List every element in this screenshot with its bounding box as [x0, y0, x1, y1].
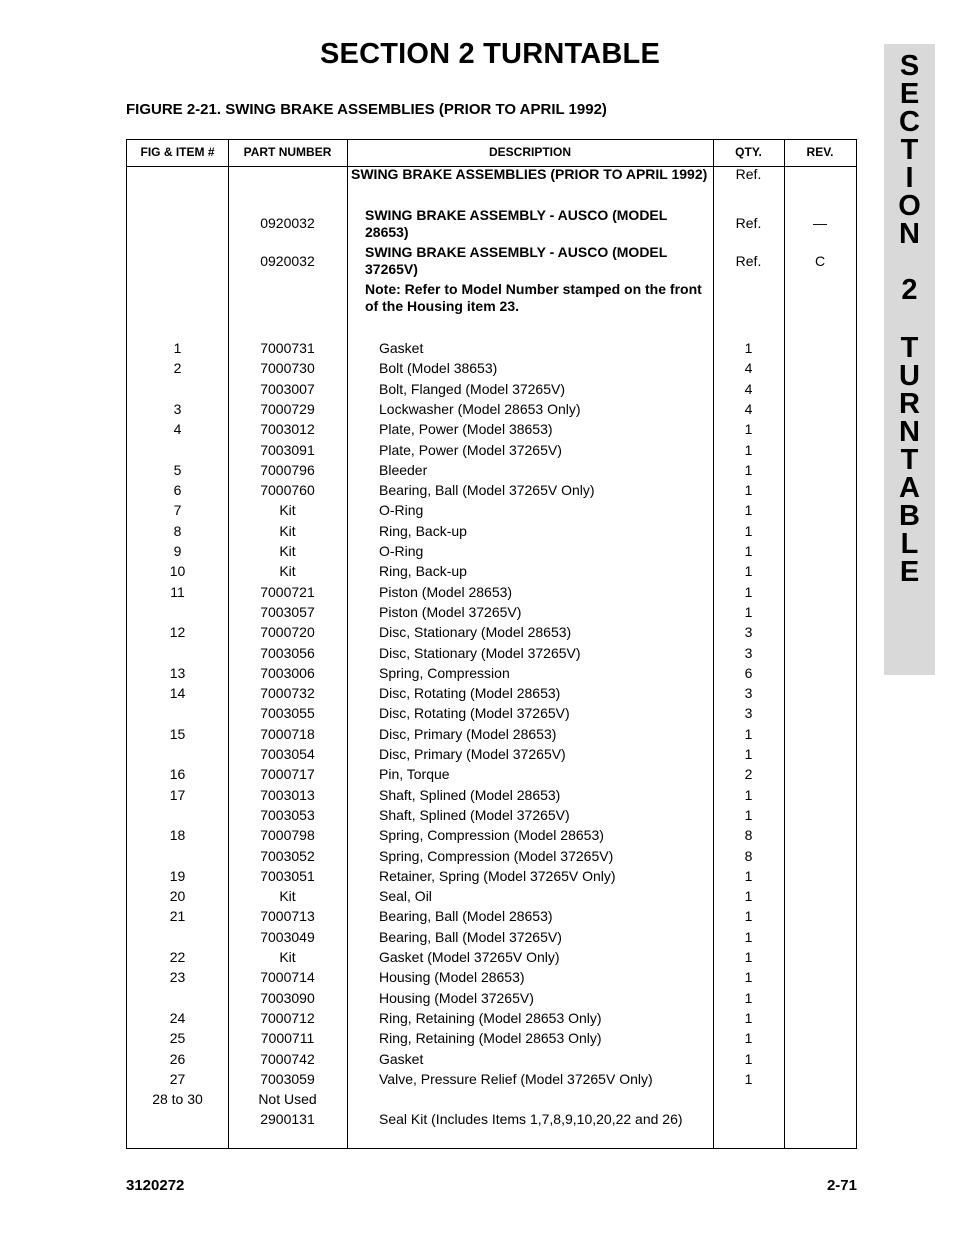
row-description: Valve, Pressure Relief (Model 37265V Only): [379, 1071, 653, 1087]
row-qty: 1: [744, 949, 753, 965]
row-fig-item: 11: [170, 584, 185, 600]
assembly-rev: —: [813, 215, 827, 231]
row-qty: 1: [744, 1010, 753, 1026]
row-fig-item: 17: [169, 787, 186, 803]
side-tab-letter: T: [900, 332, 919, 364]
row-part-number: 7000711: [260, 1030, 315, 1046]
row-description: Bearing, Ball (Model 37265V): [379, 929, 562, 945]
row-qty: 4: [744, 360, 753, 376]
row-qty: 4: [744, 401, 753, 417]
row-description: Plate, Power (Model 37265V): [379, 442, 562, 458]
row-description: Ring, Back-up: [379, 563, 467, 579]
row-description: Bearing, Ball (Model 37265V Only): [379, 482, 595, 498]
row-qty: 2: [744, 766, 753, 782]
row-qty: 1: [744, 462, 753, 478]
row-description: Pin, Torque: [379, 766, 450, 782]
row-part-number: 7000713: [260, 908, 315, 924]
row-qty: 1: [744, 969, 753, 985]
assemblies-title: SWING BRAKE ASSEMBLIES (PRIOR TO APRIL 1992): [351, 166, 708, 182]
row-description: Bolt, Flanged (Model 37265V): [379, 381, 565, 397]
row-qty: 1: [744, 442, 753, 458]
row-part-number: 7003051: [260, 868, 315, 884]
header-qty: QTY.: [735, 145, 762, 159]
row-description: Seal, Oil: [379, 888, 432, 904]
row-qty: 3: [744, 685, 753, 701]
side-tab-letter: N: [899, 218, 920, 250]
footer-page-number: 2-71: [826, 1177, 857, 1194]
row-description: Disc, Primary (Model 37265V): [379, 746, 566, 762]
row-part-number: 7003059: [260, 1071, 315, 1087]
row-description: Ring, Retaining (Model 28653 Only): [379, 1030, 602, 1046]
row-qty: 8: [744, 827, 753, 843]
row-qty: 1: [744, 523, 753, 539]
row-qty: 1: [744, 1030, 753, 1046]
row-description: Ring, Back-up: [379, 523, 467, 539]
assembly-qty: Ref.: [735, 215, 762, 231]
row-description: Spring, Compression: [379, 665, 510, 681]
side-tab-letter: S: [899, 50, 920, 82]
row-qty: 3: [744, 624, 753, 640]
row-part-number: 7003053: [260, 807, 315, 823]
side-tab-letter: E: [899, 556, 920, 588]
row-fig-item: 18: [169, 827, 186, 843]
row-fig-item: 2: [173, 360, 182, 376]
row-fig-item: 3: [173, 401, 182, 417]
row-qty: 1: [744, 908, 753, 924]
header-description: DESCRIPTION: [488, 145, 571, 159]
row-fig-item: 13: [169, 665, 186, 681]
row-description: Disc, Rotating (Model 28653): [379, 685, 561, 701]
assembly-note: Note: Refer to Model Number stamped on the front of the Housing item 23.: [365, 281, 702, 314]
row-fig-item: 26: [169, 1051, 186, 1067]
row-description: Seal Kit (Includes Items 1,7,8,9,10,20,22 and 26): [379, 1111, 683, 1127]
row-description: Disc, Stationary (Model 28653): [379, 624, 572, 640]
header-fig-item: FIG & ITEM #: [140, 145, 215, 159]
row-qty: 1: [744, 807, 753, 823]
side-tab-letter: E: [899, 78, 920, 110]
row-fig-item: 9: [173, 543, 182, 559]
row-part-number: 7000720: [260, 624, 315, 640]
row-part-number: 7000729: [260, 401, 315, 417]
row-part-number: Kit: [279, 543, 296, 559]
row-fig-item: 15: [169, 726, 186, 742]
row-part-number: 7003090: [260, 990, 315, 1006]
assemblies-title-qty: Ref.: [735, 166, 762, 182]
row-part-number: 7000731: [260, 340, 315, 356]
assembly-part-number: 0920032: [260, 215, 315, 231]
row-fig-item: 7: [173, 502, 182, 518]
row-part-number: 7003052: [260, 848, 315, 864]
row-qty: 6: [744, 665, 753, 681]
footer-document-number: 3120272: [126, 1177, 185, 1194]
assembly-description: SWING BRAKE ASSEMBLY - AUSCO (MODEL 37265V): [365, 244, 668, 277]
row-description: Piston (Model 28653): [379, 584, 513, 600]
row-qty: 1: [744, 888, 753, 904]
column-divider: [784, 140, 785, 1148]
side-tab-letter: B: [899, 500, 920, 532]
row-qty: 1: [744, 1051, 753, 1067]
row-fig-item: 23: [169, 969, 186, 985]
row-fig-item: 16: [169, 766, 186, 782]
row-part-number: 7003007: [260, 381, 315, 397]
row-qty: 1: [744, 563, 753, 579]
row-fig-item: 22: [169, 949, 186, 965]
side-tab-letter: T: [900, 134, 919, 166]
row-part-number: 7000732: [260, 685, 315, 701]
assembly-qty: Ref.: [735, 253, 762, 269]
row-description: Lockwasher (Model 28653 Only): [379, 401, 581, 417]
row-qty: 1: [744, 421, 753, 437]
row-part-number: 7000712: [260, 1010, 315, 1026]
row-fig-item: 8: [173, 523, 182, 539]
row-qty: 1: [744, 543, 753, 559]
assembly-part-number: 0920032: [260, 253, 315, 269]
row-fig-item: 24: [169, 1010, 186, 1026]
row-qty: 1: [744, 340, 753, 356]
row-description: Gasket: [379, 340, 424, 356]
side-tab-letter: O: [898, 190, 921, 222]
row-qty: 1: [744, 929, 753, 945]
row-description: O-Ring: [379, 543, 424, 559]
row-qty: 1: [744, 868, 753, 884]
side-tab-letter: R: [899, 388, 920, 420]
section-side-tab: [884, 44, 935, 675]
row-description: Housing (Model 37265V): [379, 990, 534, 1006]
row-description: Bolt (Model 38653): [379, 360, 498, 376]
row-fig-item: 21: [169, 908, 186, 924]
row-description: Disc, Stationary (Model 37265V): [379, 645, 581, 661]
row-fig-item: 1: [173, 340, 182, 356]
row-qty: 1: [744, 787, 753, 803]
row-part-number: 7003057: [260, 604, 315, 620]
assembly-rev: C: [814, 253, 826, 269]
row-qty: 1: [744, 604, 753, 620]
row-part-number: 7000760: [260, 482, 315, 498]
row-part-number: 7000714: [260, 969, 315, 985]
row-part-number: 7003091: [260, 442, 315, 458]
row-description: Shaft, Splined (Model 37265V): [379, 807, 570, 823]
row-description: Gasket (Model 37265V Only): [379, 949, 560, 965]
side-tab-letter: I: [905, 162, 914, 194]
row-qty: 1: [744, 726, 753, 742]
row-part-number: 7003012: [260, 421, 315, 437]
row-description: Gasket: [379, 1051, 424, 1067]
side-tab-letter: A: [899, 472, 920, 504]
row-part-number: 7003013: [260, 787, 315, 803]
row-qty: 8: [744, 848, 753, 864]
row-part-number: Kit: [279, 949, 296, 965]
row-qty: 3: [744, 705, 753, 721]
row-part-number: Not Used: [258, 1091, 317, 1107]
row-part-number: Kit: [279, 888, 296, 904]
row-qty: 1: [744, 584, 753, 600]
row-part-number: 7000717: [260, 766, 315, 782]
row-part-number: 7000798: [260, 827, 315, 843]
row-description: Piston (Model 37265V): [379, 604, 522, 620]
row-description: Shaft, Splined (Model 28653): [379, 787, 561, 803]
row-qty: 1: [744, 990, 753, 1006]
row-fig-item: 27: [169, 1071, 186, 1087]
row-qty: 1: [744, 746, 753, 762]
assembly-description: SWING BRAKE ASSEMBLY - AUSCO (MODEL 28653): [365, 207, 668, 240]
row-part-number: Kit: [279, 502, 296, 518]
row-fig-item: 5: [173, 462, 182, 478]
row-part-number: 2900131: [260, 1111, 315, 1127]
side-tab-letter: T: [900, 444, 919, 476]
row-description: Retainer, Spring (Model 37265V Only): [379, 868, 616, 884]
row-description: Bleeder: [379, 462, 428, 478]
row-description: O-Ring: [379, 502, 424, 518]
row-fig-item: 12: [169, 624, 186, 640]
row-description: Disc, Rotating (Model 37265V): [379, 705, 570, 721]
row-description: Bearing, Ball (Model 28653): [379, 908, 553, 924]
header-part-number: PART NUMBER: [243, 145, 332, 159]
row-description: Spring, Compression (Model 28653): [379, 827, 604, 843]
row-fig-item: 10: [169, 563, 186, 579]
side-tab-letter: 2: [901, 274, 918, 306]
row-fig-item: 28 to 30: [152, 1091, 203, 1107]
row-qty: 1: [744, 502, 753, 518]
row-part-number: 7003055: [260, 705, 315, 721]
row-qty: 1: [744, 482, 753, 498]
row-qty: 3: [744, 645, 753, 661]
parts-table: [126, 139, 857, 1149]
side-tab-letter: N: [899, 416, 920, 448]
row-part-number: 7003006: [260, 665, 315, 681]
row-fig-item: 20: [169, 888, 186, 904]
row-description: Housing (Model 28653): [379, 969, 525, 985]
row-description: Ring, Retaining (Model 28653 Only): [379, 1010, 602, 1026]
row-part-number: Kit: [279, 523, 296, 539]
header-rev: REV.: [806, 145, 834, 159]
side-tab-letter: C: [899, 106, 920, 138]
row-description: Plate, Power (Model 38653): [379, 421, 553, 437]
column-divider: [347, 140, 348, 1148]
row-part-number: Kit: [279, 563, 296, 579]
row-part-number: 7000721: [260, 584, 315, 600]
row-part-number: 7000730: [260, 360, 315, 376]
row-part-number: 7000796: [260, 462, 315, 478]
row-fig-item: 19: [169, 868, 186, 884]
row-qty: 1: [744, 1071, 753, 1087]
figure-title: FIGURE 2-21. SWING BRAKE ASSEMBLIES (PRIOR TO APRIL 1992): [126, 101, 607, 118]
row-part-number: 7003049: [260, 929, 315, 945]
row-part-number: 7000742: [260, 1051, 315, 1067]
row-part-number: 7003056: [260, 645, 315, 661]
row-fig-item: 6: [173, 482, 182, 498]
side-tab-letter: L: [900, 528, 919, 560]
page-title: SECTION 2 TURNTABLE: [320, 38, 660, 70]
row-description: Spring, Compression (Model 37265V): [379, 848, 614, 864]
side-tab-letter: U: [899, 360, 920, 392]
row-description: Disc, Primary (Model 28653): [379, 726, 557, 742]
row-fig-item: 25: [169, 1030, 186, 1046]
row-qty: 4: [744, 381, 753, 397]
row-part-number: 7000718: [260, 726, 315, 742]
row-fig-item: 4: [173, 421, 182, 437]
row-fig-item: 14: [169, 685, 186, 701]
row-part-number: 7003054: [260, 746, 315, 762]
